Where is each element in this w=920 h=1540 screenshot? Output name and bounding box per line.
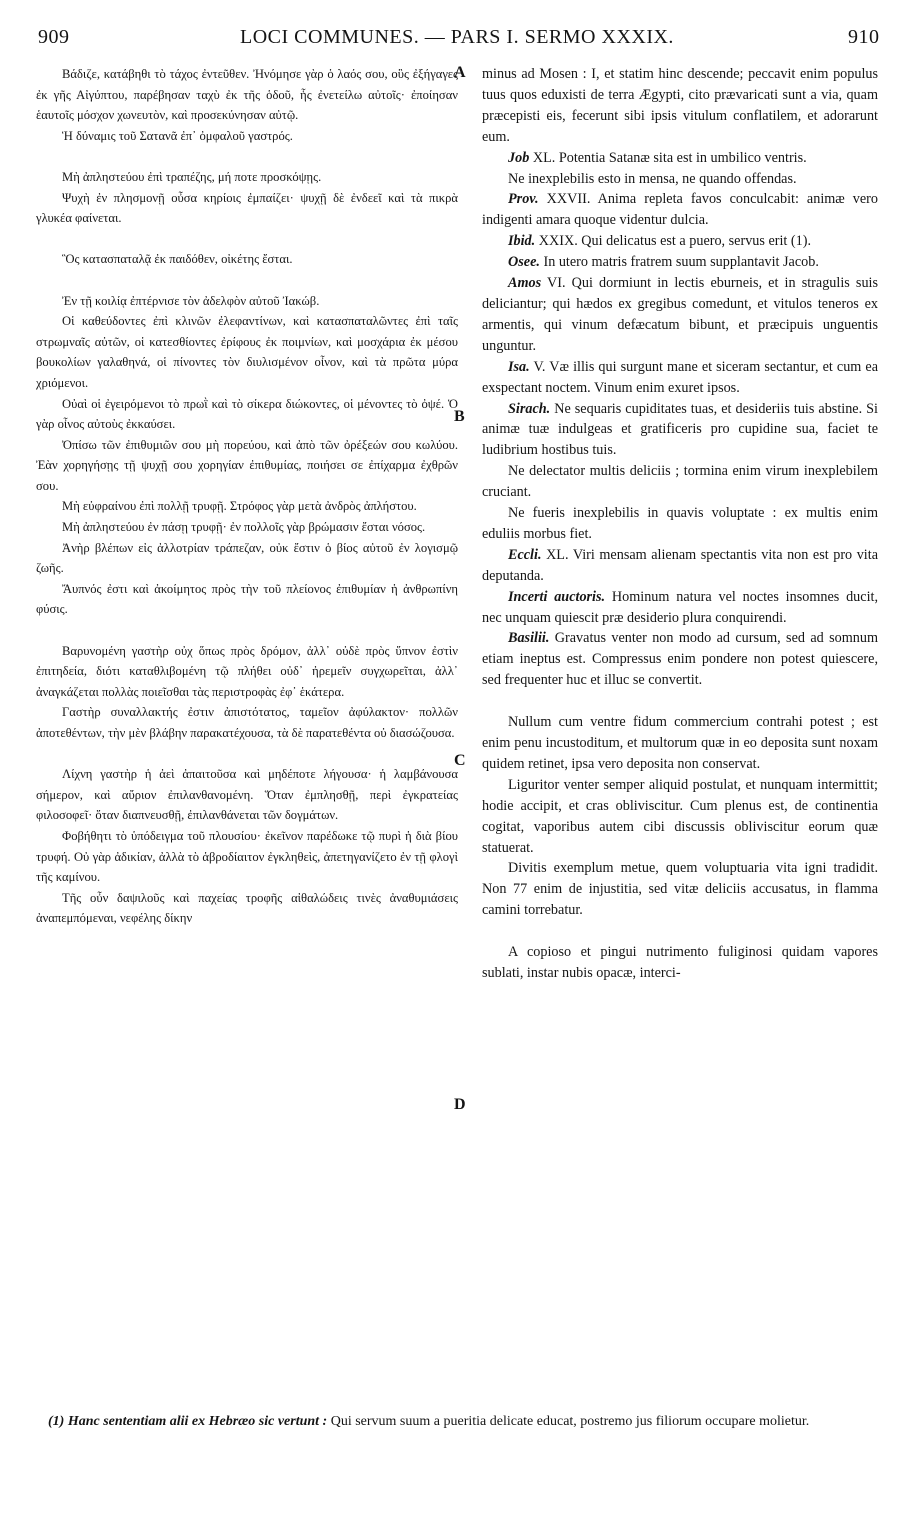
greek-paragraph: Μὴ ἀπληστεύου ἐπὶ τραπέζης, μή ποτε προσκόψῃς.	[62, 169, 322, 184]
greek-paragraph: Ἄυπνός ἐστι καὶ ἀκοίμητος πρὸς τὴν τοῦ πλείονος ἐπιθυμίαν ἡ ἀνθρωπίνη φύσις.	[36, 581, 458, 617]
latin-text: XXIX. Qui delicatus est a puero, servus erit (1).	[535, 233, 811, 250]
latin-paragraph	[482, 252, 878, 273]
footnote-intro: (1) Hanc sententiam alii ex Hebræo sic vertunt :	[48, 1414, 328, 1429]
latin-paragraph	[482, 189, 878, 231]
latin-text: V. Væ illis qui surgunt mane et siceram sectantur, et cum ea exspectant noctem. Vinum enim exuret ipsos.	[482, 358, 878, 396]
margin-letter-b: B	[454, 408, 465, 425]
greek-paragraph: Οἱ καθεύδοντες ἐπὶ κλινῶν ἐλεφαντίνων, καὶ κατασπαταλῶντες ἐπὶ ταῖς στρωμναῖς αὐτῶν, οἱ κατεσθίοντες ἐρίφους ἐκ ποιμνίων, καὶ μοσχάρια ἐκ μέσου βουκολίων γαλαθηνά, οἱ πίνοντες τὸν διυλισμένον οἶνον, καὶ τὰ πρῶτα μύρα χριόμενοι.	[36, 314, 458, 390]
scripture-reference: Eccli.	[508, 546, 542, 563]
greek-paragraph: Ὃς κατασπαταλᾷ ἐκ παιδόθεν, οἰκέτης ἔσται.	[62, 252, 293, 267]
greek-paragraph: Ψυχὴ ἐν πλησμονῇ οὖσα κηρίοις ἐμπαίζει· ψυχῇ δὲ ἐνδεεῖ καὶ τὰ πικρὰ γλυκέα φαίνεται.	[36, 190, 458, 226]
page-number-left: 909	[38, 26, 70, 48]
scripture-reference: Osee.	[508, 254, 540, 271]
latin-text: Gravatus venter non modo ad cursum, sed ad somnum etiam ineptus est. Compressus enim pondere non potest quiescere, sed frequenter huc et illuc se convertit.	[482, 630, 878, 689]
paragraph-spacer	[36, 270, 458, 291]
latin-paragraph	[482, 461, 878, 503]
scripture-reference: Ibid.	[508, 233, 536, 250]
latin-paragraph	[482, 273, 878, 357]
latin-paragraph	[482, 64, 878, 148]
scripture-reference: Prov.	[508, 191, 539, 208]
greek-paragraph: Βαρυνομένη γαστὴρ οὐχ ὅπως πρὸς δρόμον, ἀλλ᾽ οὐδὲ πρὸς ὕπνον ἐστὶν ἐπιτηδεία, διότι καταθλιβομένη τῷ πλήθει οὐδ᾽ ἠρεμεῖν συγχωρεῖται, ἀλλ᾽ ἀναγκάζεται πολλὰς ποιεῖσθαι τὰς περιστροφὰς ἐφ᾽ ἑκάτερα.	[36, 643, 458, 699]
scripture-reference: Incerti auctoris.	[508, 588, 606, 605]
latin-paragraph	[482, 587, 878, 629]
greek-paragraph: Ἀνὴρ βλέπων εἰς ἀλλοτρίαν τράπεζαν, οὐκ ἔστιν ὁ βίος αὐτοῦ ἐν λογισμῷ ζωῆς.	[36, 540, 458, 576]
latin-text: XL. Potentia Satanæ sita est in umbilico ventris.	[529, 149, 807, 166]
greek-paragraph: Ἡ δύναμις τοῦ Σατανᾶ ἐπ᾽ ὀμφαλοῦ γαστρός.	[62, 128, 293, 143]
greek-paragraph: Ὀπίσω τῶν ἐπιθυμιῶν σου μὴ πορεύου, καὶ ἀπὸ τῶν ὀρέξεών σου κωλύου. Ἐὰν χορηγήσῃς τῇ ψυχῇ σου χορηγίαν ἐπιθυμίας, ποιήσει σε ἐπίχαρμα ἐχθρῶν σου.	[36, 437, 458, 493]
margin-letter-d: D	[454, 1096, 466, 1113]
latin-paragraph	[482, 148, 878, 169]
paragraph-spacer	[36, 146, 458, 167]
greek-paragraph: Βάδιζε, κατάβηθι τὸ τάχος ἐντεῦθεν. Ἠνόμησε γὰρ ὁ λαός σου, οὓς ἐξήγαγες ἐκ γῆς Αἰγύπτου, παρέβησαν ταχὺ ἐκ τῆς ὁδοῦ, ἧς ἐνετείλω αὐτοῖς· ἐποίησαν ἑαυτοῖς μόσχον χωνευτὸν, καὶ προσεκύνησαν αὐτῷ.	[36, 67, 458, 123]
latin-paragraph	[482, 712, 878, 775]
greek-paragraph: Τῆς οὖν δαψιλοῦς καὶ παχείας τροφῆς αἰθαλώδεις τινὲς ἀναθυμιάσεις ἀναπεμπόμεναι, νεφέλης δίκην	[36, 890, 458, 926]
latin-text: Ne inexplebilis esto in mensa, ne quando offendas.	[508, 170, 797, 187]
paragraph-spacer	[36, 620, 458, 641]
latin-paragraph	[482, 169, 878, 190]
scripture-reference: Basilii.	[508, 630, 550, 647]
greek-paragraph: Οὐαὶ οἱ ἐγειρόμενοι τὸ πρωῒ καὶ τὸ σίκερα διώκοντες, οἱ μένοντες τὸ ὀψέ. Ὁ γὰρ οἶνος αὐτοὺς ἐκκαύσει.	[36, 396, 458, 432]
latin-paragraph	[482, 628, 878, 691]
latin-paragraph	[482, 545, 878, 587]
paragraph-spacer	[36, 229, 458, 250]
greek-column	[36, 64, 458, 929]
latin-text: Hominum natura vel noctes insomnes ducit, nec unquam quiescit præ desiderio plura conquirendi.	[482, 588, 879, 626]
footnote-text: Qui servum suum a pueritia delicate educat, postremo jus filiorum occupare molietur.	[327, 1414, 810, 1429]
paragraph-spacer	[482, 691, 878, 712]
greek-paragraph: Μὴ εὐφραίνου ἐπὶ πολλῇ τρυφῇ. Στρόφος γὰρ μετὰ ἀνδρὸς ἀπλήστου.	[62, 499, 417, 514]
latin-text: Divitis exemplum metue, quem voluptuaria vita igni tradidit. Non 77 enim de injustitia, sed vitæ deliciis accusatus, in flamma camini torrebatur.	[482, 860, 878, 919]
latin-text: XL. Viri mensam alienam spectantis vita non est pro vita deputanda.	[482, 546, 878, 584]
latin-text: Ne sequaris cupiditates tuas, et desideriis tuis abstine. Si animæ tuæ indulgeas et gratificeris pro cupidine sua, faciet te ludibrium hostibus tuis.	[482, 400, 878, 459]
latin-text: Liguritor venter semper aliquid postulat, et nunquam intermittit; hodie accipit, et cras obliviscitur. Cum plenus est, de continentia cogitat, vaporibus autem cibi discussis obliviscitur eorum quæ statuerat.	[482, 776, 878, 856]
latin-text: Ne fueris inexplebilis in quavis voluptate : ex multis enim eduliis morbus fiet.	[482, 505, 878, 542]
latin-paragraph	[482, 399, 878, 462]
greek-paragraph: Γαστὴρ συναλλακτής ἐστιν ἀπιστότατος, ταμεῖον ἀφύλακτον· πολλῶν ἀποτεθέντων, τὴν μὲν βλάβην παρακατέχουσα, τὰ δὲ παρατεθέντα οὐ διασώζουσα.	[36, 705, 458, 740]
greek-paragraph: Λίχνη γαστὴρ ἡ ἀεὶ ἀπαιτοῦσα καὶ μηδέποτε λήγουσα· ἡ λαμβάνουσα σήμερον, καὶ αὔριον ἐπιλανθανομένη. Ὅταν ἐμπλησθῇ, περὶ ἐγκρατείας φιλοσοφεῖ· ὅταν διαπνευσθῇ, ἐπιλανθάνεται τῶν δογμάτων.	[36, 767, 458, 823]
latin-paragraph	[482, 858, 878, 921]
scripture-reference: Job	[508, 149, 530, 166]
latin-text: Nullum cum ventre fidum commercium contrahi potest ; est enim penu incustoditum, et multorum quæ in eo deposita sunt noxam quidem retinet, ipsa vero deposita non conservat.	[482, 714, 878, 772]
latin-paragraph	[482, 775, 878, 859]
latin-text: A copioso et pingui nutrimento fuliginosi quidam vapores sublati, instar nubis opacæ, interci-	[482, 944, 878, 981]
footnote	[48, 1412, 908, 1431]
scripture-reference: Sirach.	[508, 400, 551, 417]
latin-paragraph	[482, 357, 878, 399]
paragraph-spacer	[36, 744, 458, 765]
running-head: LOCI COMMUNES. — PARS I. SERMO XXXIX.	[240, 26, 674, 48]
margin-letter-a: A	[454, 64, 466, 81]
greek-paragraph: Φοβήθητι τὸ ὑπόδειγμα τοῦ πλουσίου· ἐκεῖνον παρέδωκε τῷ πυρὶ ἡ διὰ βίου τρυφή. Οὐ γὰρ ἀδικίαν, ἀλλὰ τὸ ἁβροδίαιτον ἐγκληθεὶς, ἀπετηγανίζετο ἐν τῇ φλογὶ τῆς καμίνου.	[36, 828, 458, 885]
latin-column	[482, 64, 878, 984]
paragraph-spacer	[482, 921, 878, 942]
latin-paragraph	[482, 503, 878, 545]
scripture-reference: Amos	[508, 275, 542, 292]
latin-text: In utero matris fratrem suum supplantavit Jacob.	[539, 254, 819, 271]
greek-paragraph: Μὴ ἀπληστεύου ἐν πάσῃ τρυφῇ· ἐν πολλοῖς γὰρ βρώμασιν ἔσται νόσος.	[62, 520, 426, 535]
running-header	[0, 26, 920, 56]
page-number-right: 910	[848, 26, 880, 48]
margin-letter-c: C	[454, 752, 466, 769]
greek-paragraph: Ἐν τῇ κοιλίᾳ ἐπτέρνισε τὸν ἀδελφὸν αὐτοῦ Ἰακώβ.	[62, 293, 320, 308]
latin-text: Ne delectator multis deliciis ; tormina enim virum inexplebilem cruciant.	[482, 463, 878, 501]
latin-text: VI. Qui dormiunt in lectis eburneis, et in stragulis suis deliciantur; qui hædos ex gregibus comedunt, et vitulos teneros ex armentis, qui vinum defæcatum bibunt, et præcipuis unguentis unguntur.	[482, 275, 878, 354]
latin-paragraph	[482, 942, 878, 984]
latin-text: XXVII. Anima repleta favos conculcabit: animæ vero indigenti amara quoque videntur dulcia.	[482, 191, 878, 229]
latin-paragraph	[482, 231, 878, 252]
latin-text: minus ad Mosen : I, et statim hinc descende; peccavit enim populus tuus quos eduxisti de terra Ægypti, cito prævaricati sunt a via, quam præcepisti eis, fecerunt sibi ipsis vitulum conflatilem, et adorarunt eum.	[482, 66, 878, 145]
scripture-reference: Isa.	[508, 358, 530, 375]
